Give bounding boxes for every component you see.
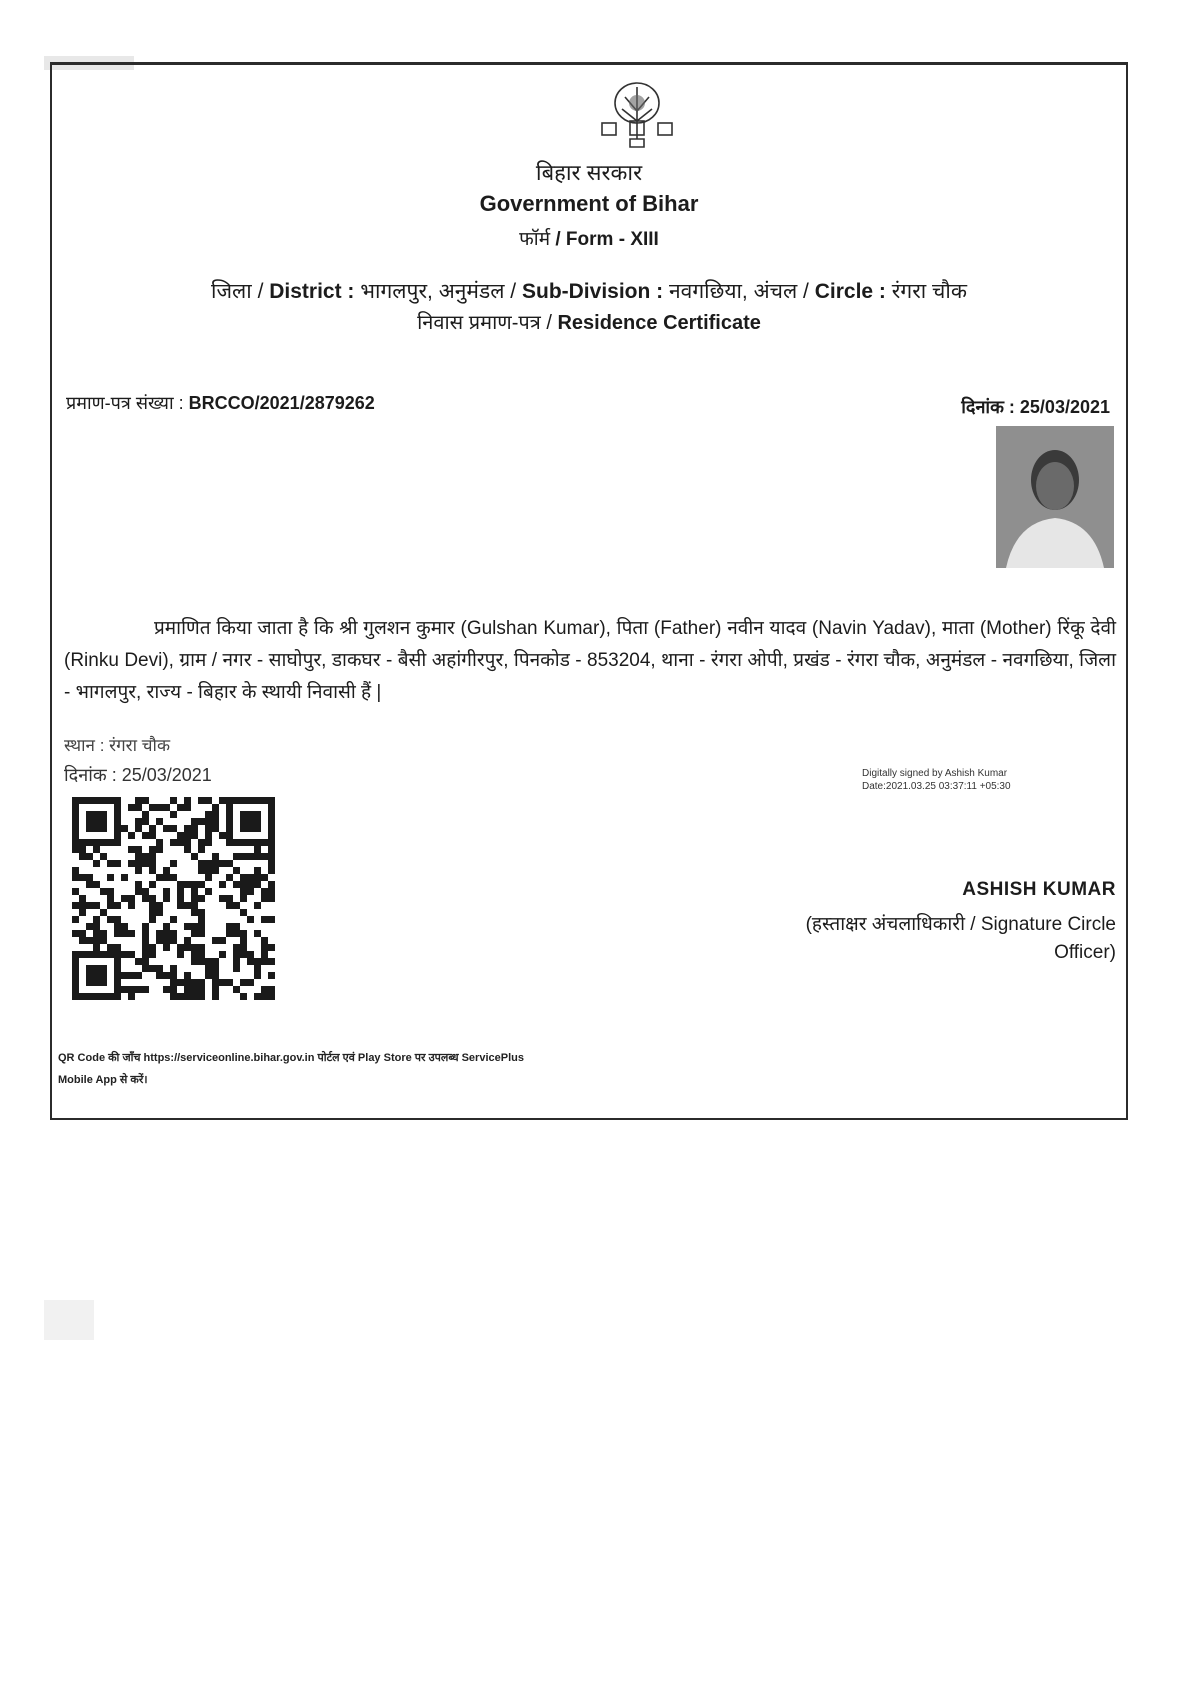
certificate-title-hindi: निवास प्रमाण-पत्र / [417, 312, 552, 334]
circle-value: रंगरा चौक [891, 280, 967, 303]
certificate-statement [64, 613, 1116, 709]
issue-place: स्थान : रंगरा चौक [64, 736, 171, 755]
certificate-number-label: प्रमाण-पत्र संख्या : [66, 393, 184, 413]
form-number [52, 225, 1126, 251]
bihar-emblem-icon [592, 77, 682, 157]
digital-signature [862, 767, 1011, 793]
header-english-title: Government of Bihar [479, 191, 699, 216]
subdivision-value: नवगछिया, अंचल / [669, 280, 809, 303]
person-silhouette-icon [996, 426, 1114, 568]
certificate-title-english: Residence Certificate [557, 312, 761, 334]
district-label: District : [269, 280, 355, 303]
certificate-date: दिनांक : 25/03/2021 [961, 397, 1110, 417]
footer-line1: QR Code की जाँच https://serviceonline.bihar.gov.in पोर्टल एवं Play Store पर उपलब्ध ServicePlus [58, 1052, 524, 1064]
certificate-number [66, 391, 375, 415]
signer-role [736, 911, 1116, 967]
header-hindi-title: बिहार सरकार [535, 160, 643, 185]
applicant-photo [996, 426, 1114, 568]
signer-role-line2: Officer) [1054, 942, 1116, 963]
signer-name: ASHISH KUMAR [962, 879, 1116, 900]
statement-text: प्रमाणित किया जाता है कि श्री गुलशन कुमार (Gulshan Kumar), पिता (Father) नवीन यादव (Navin Yadav), माता (Mother) रिंकू देवी (Rinku Devi), ग्राम / नगर - साघोपुर, डाकघर - बैसी अहांगीरपुर, पिनकोड - 853204, थाना - रंगरा ओपी, प्रखंड - रंगरा चौक, अनुमंडल - नवगछिया, जिला - भागलपुर, राज्य - बिहार के स्थायी निवासी हैं | [64, 618, 1116, 703]
qr-verification-note [58, 1047, 738, 1091]
form-label-hindi: फॉर्म [519, 229, 551, 250]
digital-signature-signer: Digitally signed by Ashish Kumar [862, 768, 1008, 779]
signer-role-line1: (हस्ताक्षर अंचलाधिकारी / Signature Circle [805, 914, 1116, 935]
digital-signature-date: Date:2021.03.25 03:37:11 +05:30 [862, 781, 1011, 792]
issue-date: दिनांक : 25/03/2021 [64, 765, 212, 785]
district-value: भागलपुर, अनुमंडल / [360, 280, 517, 303]
footer-line2: Mobile App से करें। [58, 1074, 148, 1086]
circle-label: Circle : [814, 280, 886, 303]
certificate-title [52, 308, 1126, 335]
scan-smudge-bottom [44, 1300, 94, 1340]
subdivision-label: Sub-Division : [521, 280, 664, 303]
district-line [52, 277, 1126, 305]
certificate-number-value: BRCCO/2021/2879262 [188, 393, 375, 413]
form-label-english: / Form - XIII [555, 229, 659, 250]
certificate-frame [50, 62, 1128, 1120]
district-label-hindi: जिला / [211, 280, 264, 303]
qr-code-icon [68, 795, 284, 1003]
